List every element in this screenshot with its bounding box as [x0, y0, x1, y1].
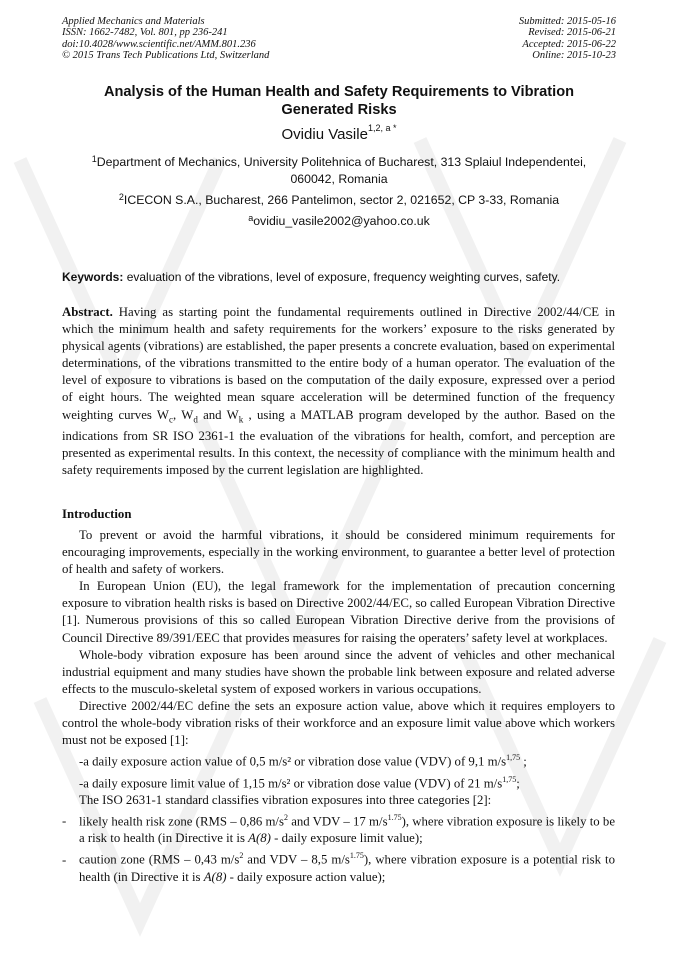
publication-dates: [519, 16, 616, 61]
author-name: Ovidiu Vasile: [281, 126, 368, 143]
submitted-date: Submitted: 2015-05-16: [518, 16, 616, 27]
affiliation-2: $^2$ICECON S.A., Bucharest, 266 Pantelimon, sector 2, 021652, CP 3-33, Romania: [118, 192, 560, 207]
accepted-date: Accepted: 2015-06-22: [522, 38, 616, 50]
keywords-label: Keywords:: [62, 270, 124, 284]
publication-header: [62, 16, 616, 61]
list-item: -a daily exposure action value of 0,5 m/s² or vibration dose value (VDV) of 9,1 $m/s^{1,75}$ ;: [79, 753, 527, 769]
author-email[interactable]: $^a$ovidiu_vasile2002@yahoo.co.uk: [248, 213, 430, 228]
issn: ISSN: 1662-7482, Vol. 801, pp 236-241: [62, 27, 228, 39]
online-date: Online: 2015-10-23: [532, 49, 616, 61]
doi: doi:10.4028/www.scientific.net/AMM.801.236: [62, 38, 256, 50]
paragraph: In European Union (EU), the legal framework for the implementation of precaution concerning exposure to vibration health risks is based on Directive 2002/44/EC, so called European Vibration Directive [1]. Numerous provisions of this so called European Vibration Directive derive from the provisions of Council Directive 89/391/EEC that provides measures for raising the operaters’ safety level at workplaces.: [62, 579, 615, 645]
abstract: Abstract. Having as starting point the fundamental requirements outlined in Directive 2002/44/CE in which the minimum health and safety requirements for the workers’ exposure to the risks generated by physical agents (vibrations) are established, the paper presents a concrete evaluation, based on experimental determinations, of the vibrations transmitted to the entire body of a human operator. The evaluation of the level of exposure to vibrations is based on the computation of the daily exposure, expressed over a period of eight hours. The weighted mean square acceleration will be determined function of the frequency weighting curves $W_c$, $W_d$ and $W_k$ , using a MATLAB program developed by the author. Based on the indications from SR ISO 2361-1 the evaluation of the vibrations for health, comfort, and perception are presented as experimental results. In this context, the necessity of compliance with the minimum health and safety requirements imposed by the current legislation are highlighted.: [62, 305, 616, 478]
publication-info: [62, 16, 269, 61]
paragraph: Whole-body vibration exposure has been around since the advent of vehicles and other mechanical industrial equipment and many studies have shown the probable link between exposure and related adverse effects to the musculo-skeletal system of exposed workers in various occupations.: [62, 647, 615, 696]
revised-date: Revised: 2015-06-21: [528, 27, 616, 39]
author-affil-marks: 1,2, a *: [367, 123, 397, 133]
paragraph: Directive 2002/44/EC define the sets an exposure action value, above which it requires employers to control the whole-body vibration risks of their workforce and an exposure limit value above which workers must not be exposed [1]:: [62, 698, 615, 748]
abstract-label: Abstract.: [62, 305, 113, 319]
keywords: [62, 270, 616, 284]
author-line: [62, 123, 616, 143]
paragraph: The ISO 2631-1 standard classifies vibration exposures into three categories [2]:: [79, 792, 492, 807]
list-item: -a daily exposure limit value of 1,15 m/s² or vibration dose value (VDV) of 21 $m/s^{1,75}$;: [79, 774, 520, 790]
paragraph: To prevent or avoid the harmful vibrations, it should be considered minimum requirements for encouraging improvements, especially in the working environment, to guarantee a better level of protection of health and safety of workers.: [62, 528, 615, 577]
introduction-body: [62, 527, 615, 886]
keywords-text: evaluation of the vibrations, level of exposure, frequency weighting curves, safety.: [123, 270, 561, 284]
paper-title: Analysis of the Human Health and Safety Requirements to Vibration Generated Risks: [103, 84, 575, 118]
list-item: - caution zone (RMS – 0,43 $m/s^2$ and VDV – 8,5 $m/s^{1.75}$), where vibration exposure is a potential risk to health (in Directive it is A(8) - daily exposure action value);: [62, 851, 615, 884]
list-item: - likely health risk zone (RMS – 0,86 $m/s^2$ and VDV – 17 $m/s^{1.75}$), where vibration exposure is likely to be a risk to health (in Directive it is A(8) - daily exposure limit value);: [62, 813, 616, 846]
section-heading-introduction: Introduction: [62, 507, 132, 521]
copyright: © 2015 Trans Tech Publications Ltd, Switzerland: [62, 49, 270, 61]
journal-name: Applied Mechanics and Materials: [62, 16, 205, 27]
affiliation-1: $^1$Department of Mechanics, University Politehnica of Bucharest, 313 Splaiul Independentei, 060042, Romania: [91, 154, 587, 186]
